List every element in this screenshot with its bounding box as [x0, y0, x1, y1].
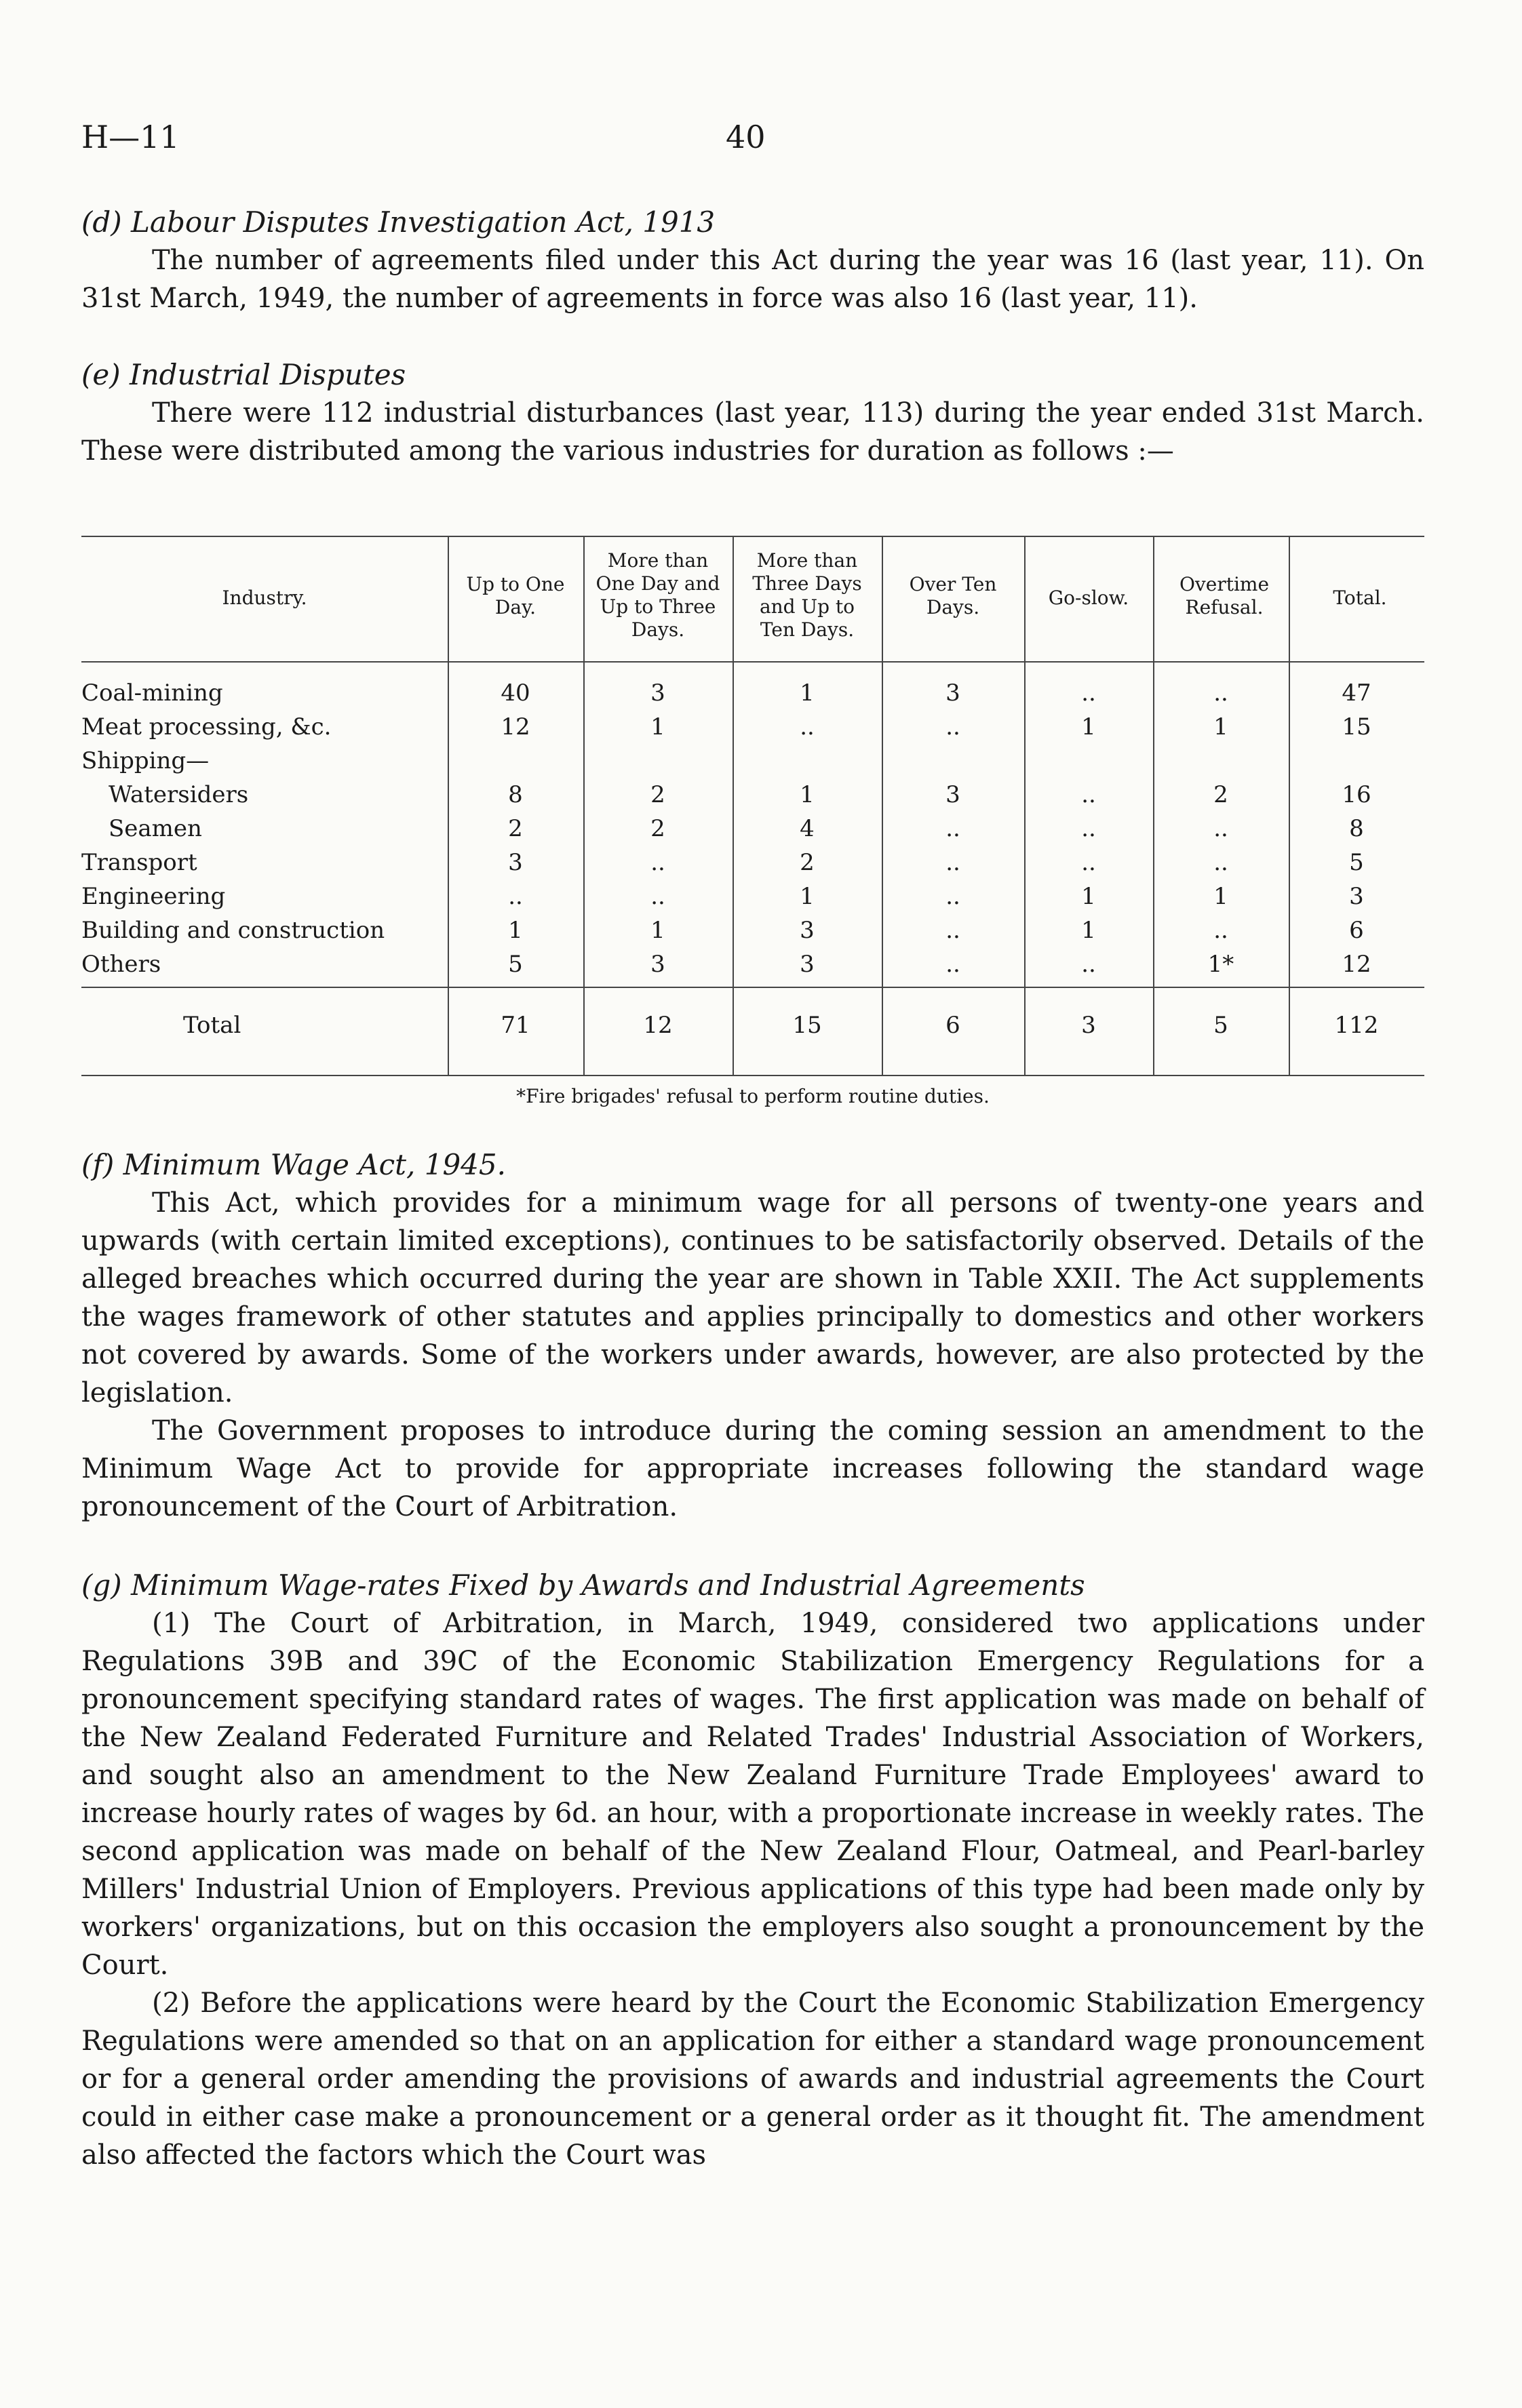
col-header-up-to-one-day: Up to One Day.: [466, 573, 565, 618]
row-label: Meat processing, &c.: [81, 713, 332, 741]
table-cell: ..: [945, 815, 960, 842]
table-cell: 6: [1349, 917, 1364, 944]
table-cell: 3: [945, 679, 960, 707]
table-bottom-rule: [81, 1075, 1424, 1076]
table-cell: 1: [650, 713, 665, 741]
section-d: [81, 203, 1424, 317]
table-cell: 40: [501, 679, 530, 707]
table-cell: ..: [1213, 849, 1228, 876]
table-cell: 1*: [1207, 951, 1234, 978]
col-divider: [1024, 536, 1026, 1075]
table-cell: ..: [1213, 917, 1228, 944]
table-cell: 1: [1213, 883, 1228, 910]
row-label: Coal-mining: [81, 679, 223, 707]
page-header: [81, 119, 1441, 159]
row-label: Engineering: [81, 883, 226, 910]
section-g-paragraph-2: (2) Before the applications were heard by the Court the Economic Stabilization Emergency Regulations were amended so that on an application for either a standard wage pronouncement or for a general order amending the provisions of awards and industrial agreements the Court could in either case make a pronouncement or a general order as it thought fit. The amendment also affected the factors which the Court was: [81, 1988, 1424, 2171]
table-cell: ..: [1213, 815, 1228, 842]
table-cell: 1: [800, 679, 815, 707]
table-cell: ..: [945, 917, 960, 944]
table-cell: ..: [945, 713, 960, 741]
table-cell: ..: [650, 849, 665, 876]
table-cell: 12: [1342, 951, 1371, 978]
col-header-industry: Industry.: [222, 587, 307, 609]
table-cell: 1: [1081, 917, 1096, 944]
table-cell: ..: [945, 849, 960, 876]
table-cell: 2: [800, 849, 815, 876]
table-cell: 2: [1213, 781, 1228, 808]
table-header-rule: [81, 661, 1424, 663]
section-g-heading: (g) Minimum Wage-rates Fixed by Awards and Industrial Agreements: [81, 1568, 1085, 1602]
section-f: [81, 1146, 1424, 1526]
table-cell: 2: [650, 815, 665, 842]
table-cell: ..: [800, 713, 815, 741]
total-cell: 3: [1081, 1012, 1096, 1039]
table-cell: ..: [1081, 679, 1096, 707]
total-cell: 5: [1213, 1012, 1228, 1039]
section-d-heading: (d) Labour Disputes Investigation Act, 1913: [81, 205, 716, 239]
row-label: Seamen: [109, 815, 202, 842]
table-cell: 15: [1342, 713, 1371, 741]
table-cell: 8: [1349, 815, 1364, 842]
col-header-total: Total.: [1333, 587, 1387, 609]
table-cell: ..: [1081, 951, 1096, 978]
disputes-table: [81, 536, 1424, 1085]
section-e-heading: (e) Industrial Disputes: [81, 358, 406, 391]
col-divider: [1153, 536, 1154, 1075]
col-header-overtime-refusal: Overtime Refusal.: [1179, 573, 1270, 618]
section-f-paragraph-1: This Act, which provides for a minimum wage for all persons of twenty-one years and upwards (with certain limited exceptions), continues to be satisfactorily observed. Details of the alleged breaches which occurred during the year are shown in Table XXII. The Act supplements the wages framework of other statutes and applies principally to domestics and other workers not covered by awards. Some of the workers under awards, however, are also protected by the legislation.: [81, 1187, 1424, 1408]
table-cell: 1: [508, 917, 523, 944]
table-cell: 2: [508, 815, 523, 842]
table-cell: 1: [1081, 713, 1096, 741]
col-divider: [733, 536, 734, 1075]
table-total-rule: [81, 987, 1424, 988]
table-cell: 4: [800, 815, 815, 842]
table-footnote: *Fire brigades' refusal to perform routine duties.: [516, 1085, 990, 1107]
table-cell: 3: [800, 951, 815, 978]
table-cell: 1: [1213, 713, 1228, 741]
table-cell: 3: [1349, 883, 1364, 910]
col-divider: [1289, 536, 1290, 1075]
table-cell: 2: [650, 781, 665, 808]
total-row-label: Total: [183, 1012, 241, 1039]
section-f-paragraph-2: The Government proposes to introduce during the coming session an amendment to the Minimum Wage Act to provide for appropriate increases following the standard wage pronouncement of the Court of Arbitration.: [81, 1415, 1424, 1522]
table-cell: 5: [508, 951, 523, 978]
document-code: H—11: [81, 119, 180, 155]
table-cell: 3: [800, 917, 815, 944]
table-cell: 1: [800, 883, 815, 910]
total-cell: 12: [643, 1012, 673, 1039]
section-f-heading: (f) Minimum Wage Act, 1945.: [81, 1148, 506, 1181]
table-cell: 1: [650, 917, 665, 944]
table-cell: 3: [650, 951, 665, 978]
col-header-over-ten-days: Over Ten Days.: [909, 573, 997, 618]
table-top-rule: [81, 536, 1424, 537]
table-cell: ..: [945, 951, 960, 978]
table-cell: ..: [1081, 815, 1096, 842]
section-d-paragraph: The number of agreements filed under this Act during the year was 16 (last year, 11). On 31st March, 1949, the number of agreements in force was also 16 (last year, 11).: [81, 245, 1424, 314]
section-e: [81, 356, 1424, 470]
table-cell: 5: [1349, 849, 1364, 876]
table-cell: 3: [508, 849, 523, 876]
col-header-one-to-three-days: More than One Day and Up to Three Days.: [596, 549, 720, 641]
section-g-paragraph-1: (1) The Court of Arbitration, in March, 1949, considered two applications under Regulations 39B and 39C of the Economic Stabilization Emergency Regulations for a pronouncement specifying standard rates of wages. The first application was made on behalf of the New Zealand Federated Furniture and Related Trades' Industrial Association of Workers, and sought also an amendment to the New Zealand Furniture Trade Employees' award to increase hourly rates of wages by 6d. an hour, with a proportionate increase in weekly rates. The second application was made on behalf of the New Zealand Flour, Oatmeal, and Pearl-barley Millers' Industrial Union of Employers. Previous applications of this type had been made only by workers' organizations, but on this occasion the employers also sought a pronouncement by the Court.: [81, 1608, 1424, 1981]
col-divider: [882, 536, 883, 1075]
table-cell: 1: [1081, 883, 1096, 910]
table-cell: 12: [501, 713, 530, 741]
table-cell: 16: [1342, 781, 1371, 808]
table-cell: ..: [1081, 781, 1096, 808]
total-cell: 112: [1334, 1012, 1379, 1039]
row-label: Shipping—: [81, 747, 210, 774]
table-cell: ..: [650, 883, 665, 910]
table-cell: ..: [1081, 849, 1096, 876]
col-header-go-slow: Go-slow.: [1048, 587, 1129, 609]
page-number: 40: [726, 119, 766, 155]
section-e-paragraph: There were 112 industrial disturbances (last year, 113) during the year ended 31st March. These were distributed among the various industries for duration as follows :—: [81, 397, 1424, 467]
col-divider: [583, 536, 585, 1075]
total-cell: 71: [501, 1012, 530, 1039]
row-label: Transport: [81, 849, 197, 876]
table-cell: 3: [650, 679, 665, 707]
table-cell: 1: [800, 781, 815, 808]
table-cell: 47: [1342, 679, 1371, 707]
table-cell: ..: [508, 883, 523, 910]
col-header-three-to-ten-days: More than Three Days and Up to Ten Days.: [752, 549, 862, 641]
table-cell: 3: [945, 781, 960, 808]
row-label: Others: [81, 951, 161, 978]
table-cell: ..: [945, 883, 960, 910]
table-cell: 8: [508, 781, 523, 808]
section-g: [81, 1566, 1424, 2174]
total-cell: 6: [945, 1012, 960, 1039]
total-cell: 15: [792, 1012, 822, 1039]
row-label: Watersiders: [109, 781, 249, 808]
col-divider: [448, 536, 449, 1075]
table-cell: ..: [1213, 679, 1228, 707]
row-label: Building and construction: [81, 917, 385, 944]
